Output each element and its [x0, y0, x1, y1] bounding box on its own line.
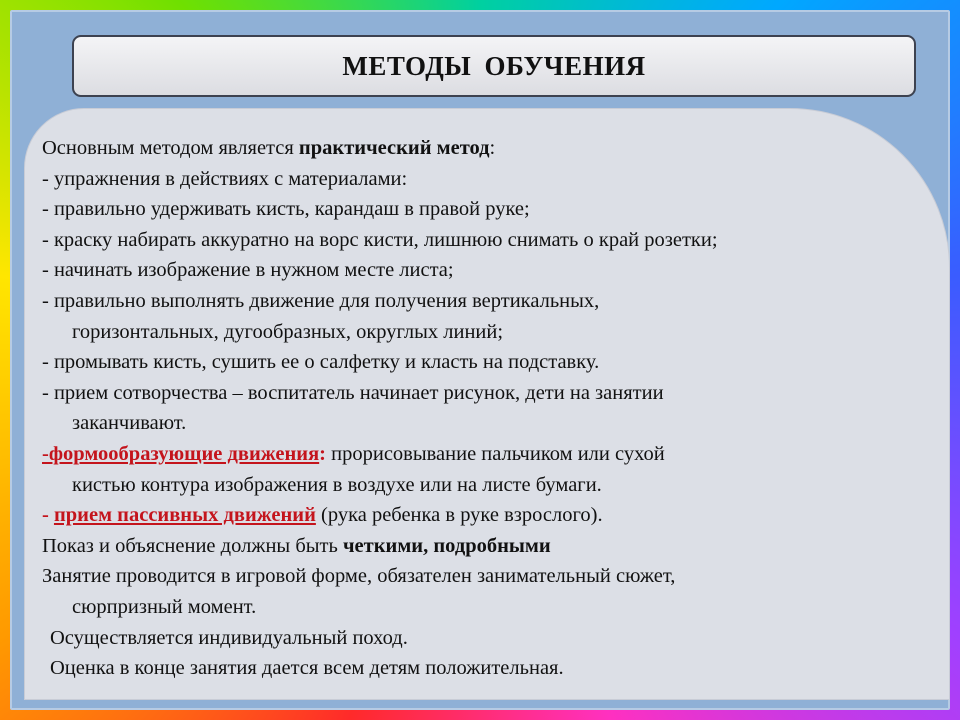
body-line-14-text: Показ и объяснение должны быть — [42, 534, 343, 557]
body-line-3: - правильно удерживать кисть, карандаш в правой руке; — [42, 198, 530, 221]
slide-body — [42, 133, 922, 684]
formative-colon: : — [319, 442, 326, 465]
body-line-7: горизонтальных, дугообразных, округлых линий; — [72, 320, 504, 343]
body-line-2: - упражнения в действиях с материалами: — [42, 167, 408, 190]
body-line-1-text: Основным методом является — [42, 137, 299, 159]
formative-movements: -формообразующие движения — [42, 442, 320, 465]
passive-movements: прием пассивных движений — [53, 504, 316, 527]
passive-dash: - — [42, 504, 54, 527]
body-line-18: Оценка в конце занятия дается всем детям положительная. — [50, 657, 564, 680]
body-line-4: - краску набирать аккуратно на ворс кисти, лишнюю снимать о край розетки; — [42, 228, 718, 251]
body-line-11 — [42, 439, 922, 470]
body-line-15: Занятие проводится в игровой форме, обязателен занимательный сюжет, — [42, 565, 676, 588]
slide-title: МЕТОДЫ ОБУЧЕНИЯ — [342, 50, 646, 81]
title-box — [72, 35, 916, 97]
body-line-13-text: (рука ребенка в руке взрослого). — [315, 504, 603, 527]
clear-detailed: четкими, подробными — [342, 534, 551, 557]
body-line-14 — [42, 531, 922, 562]
body-line-11-text: прорисовывание пальчиком или сухой — [326, 442, 665, 465]
body-line-1-colon: : — [489, 137, 496, 159]
body-line-6: - правильно выполнять движение для получения вертикальных, — [42, 289, 600, 312]
body-line-1 — [42, 133, 922, 164]
body-line-13 — [42, 500, 922, 531]
body-line-16: сюрпризный момент. — [72, 595, 257, 618]
body-line-12: кистью контура изображения в воздухе или на листе бумаги. — [72, 473, 602, 496]
body-line-17: Осуществляется индивидуальный поход. — [50, 626, 408, 649]
body-line-9: - прием сотворчества – воспитатель начинает рисунок, дети на занятии — [42, 381, 664, 404]
practical-method: практический метод — [298, 137, 490, 159]
body-line-5: - начинать изображение в нужном месте листа; — [42, 259, 454, 282]
body-line-10: заканчивают. — [72, 412, 187, 435]
body-line-8: - промывать кисть, сушить ее о салфетку и класть на подставку. — [42, 351, 600, 374]
